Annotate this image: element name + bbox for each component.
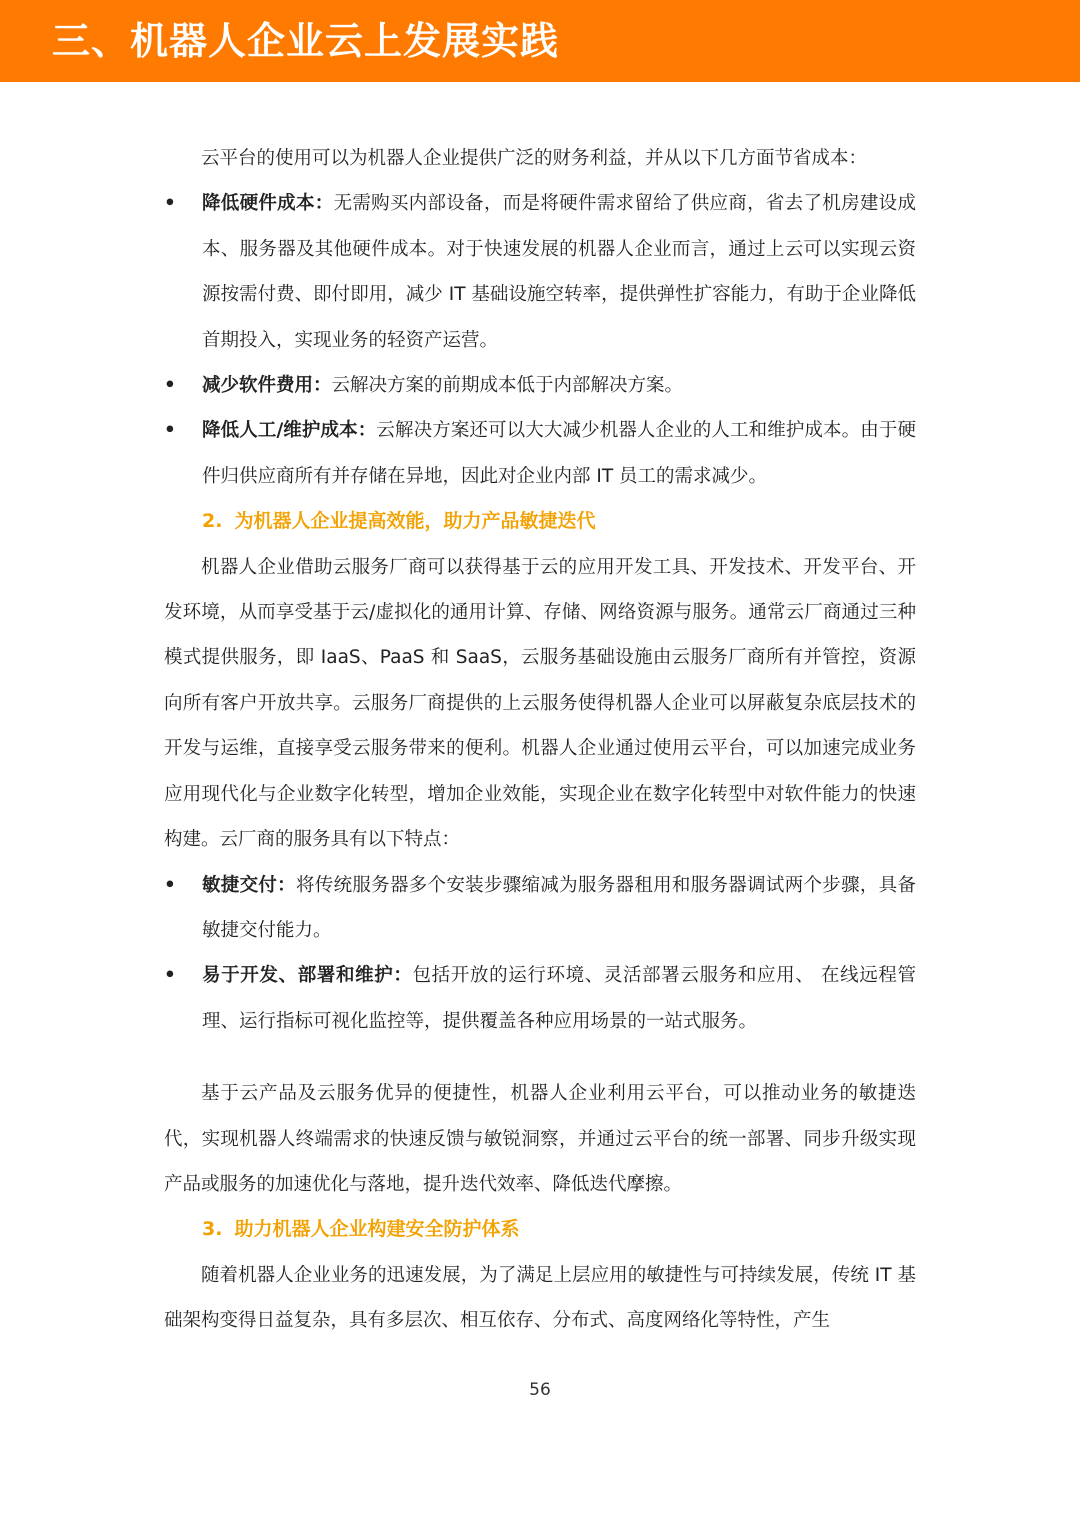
section-heading-3: [164, 1207, 916, 1252]
bullet-title: 降低硬件成本：: [202, 193, 334, 215]
list-item: [164, 181, 916, 363]
list-item: [164, 363, 916, 408]
intro-paragraph: 云平台的使用可以为机器人企业提供广泛的财务利益，并从以下几方面节省成本：: [201, 148, 868, 169]
section3-paragraph: 随着机器人企业业务的迅速发展，为了满足上层应用的敏捷性与可持续发展，传统 IT 基础架构变得日益复杂，具有多层次、相互依存、分布式、高度网络化等特性，产生: [164, 1264, 916, 1332]
bullet-text: 将传统服务器多个安装步骤缩减为服务器租用和服务器调试两个步骤，具备敏捷交付能力。: [202, 874, 916, 941]
section-heading-2: [164, 499, 916, 544]
section-number: 3.: [202, 1218, 223, 1241]
section-title: 助力机器人企业构建安全防护体系: [234, 1218, 520, 1241]
section2-paragraph: 机器人企业借助云服务厂商可以获得基于云的应用开发工具、开发技术、开发平台、开发环境，从而享受基于云/虚拟化的通用计算、存储、网络资源与服务。通常云厂商通过三种模式提供服务，即 IaaS、PaaS 和 SaaS，云服务基础设施由云服务厂商所有并管控，资源向所有客户开放共享。云服务厂商提供的上云服务使得机器人企业可以屏蔽复杂底层技术的开发与运维，直接享受云服务带来的便利。机器人企业通过使用云平台，可以加速完成业务应用现代化与企业数字化转型，增加企业效能，实现企业在数字化转型中对软件能力的快速构建。云厂商的服务具有以下特点：: [164, 556, 916, 851]
section2-closing-paragraph: 基于云产品及云服务优异的便捷性，机器人企业利用云平台，可以推动业务的敏捷迭代，实现机器人终端需求的快速反馈与敏锐洞察，并通过云平台的统一部署、同步升级实现产品或服务的加速优化与落地，提升迭代效率、降低迭代摩擦。: [164, 1083, 916, 1195]
bullet-text: 云解决方案还可以大大减少机器人企业的人工和维护成本。由于硬件归供应商所有并存储在异地，因此对企业内部 IT 员工的需求减少。: [202, 420, 916, 487]
bullet-icon: •: [164, 375, 176, 397]
list-item: [164, 863, 916, 954]
bullet-title: 敏捷交付：: [202, 874, 296, 896]
section-title: 为机器人企业提高效能，助力产品敏捷迭代: [234, 510, 596, 533]
bullet-title: 易于开发、部署和维护：: [202, 965, 413, 987]
bullet-title: 减少软件费用：: [202, 375, 332, 397]
bullet-text: 无需购买内部设备，而是将硬件需求留给了供应商，省去了机房建设成本、服务器及其他硬件成本。对于快速发展的机器人企业而言，通过上云可以实现云资源按需付费、即付即用，减少 IT 基础设施空转率，提供弹性扩容能力，有助于企业降低首期投入，实现业务的轻资产运营。: [202, 193, 916, 351]
list-item: [164, 953, 916, 1044]
bullet-icon: •: [164, 420, 176, 442]
page-title: 三、机器人企业云上发展实践: [52, 19, 560, 63]
header-bar: [0, 0, 1080, 82]
spacer: [164, 1044, 916, 1071]
list-item: [164, 408, 916, 499]
main-content: [164, 136, 916, 1344]
bullet-icon: •: [164, 193, 176, 215]
bullet-title: 降低人工/维护成本：: [202, 420, 377, 442]
page-number: 56: [529, 1380, 551, 1400]
bullet-text: 包括开放的运行环境、灵活部署云服务和应用、 在线远程管理、运行指标可视化监控等，提供覆盖各种应用场景的一站式服务。: [202, 965, 916, 1032]
bullet-text: 云解决方案的前期成本低于内部解决方案。: [331, 375, 684, 397]
bullet-icon: •: [164, 874, 176, 896]
section-number: 2.: [202, 510, 223, 533]
bullet-icon: •: [164, 965, 176, 987]
